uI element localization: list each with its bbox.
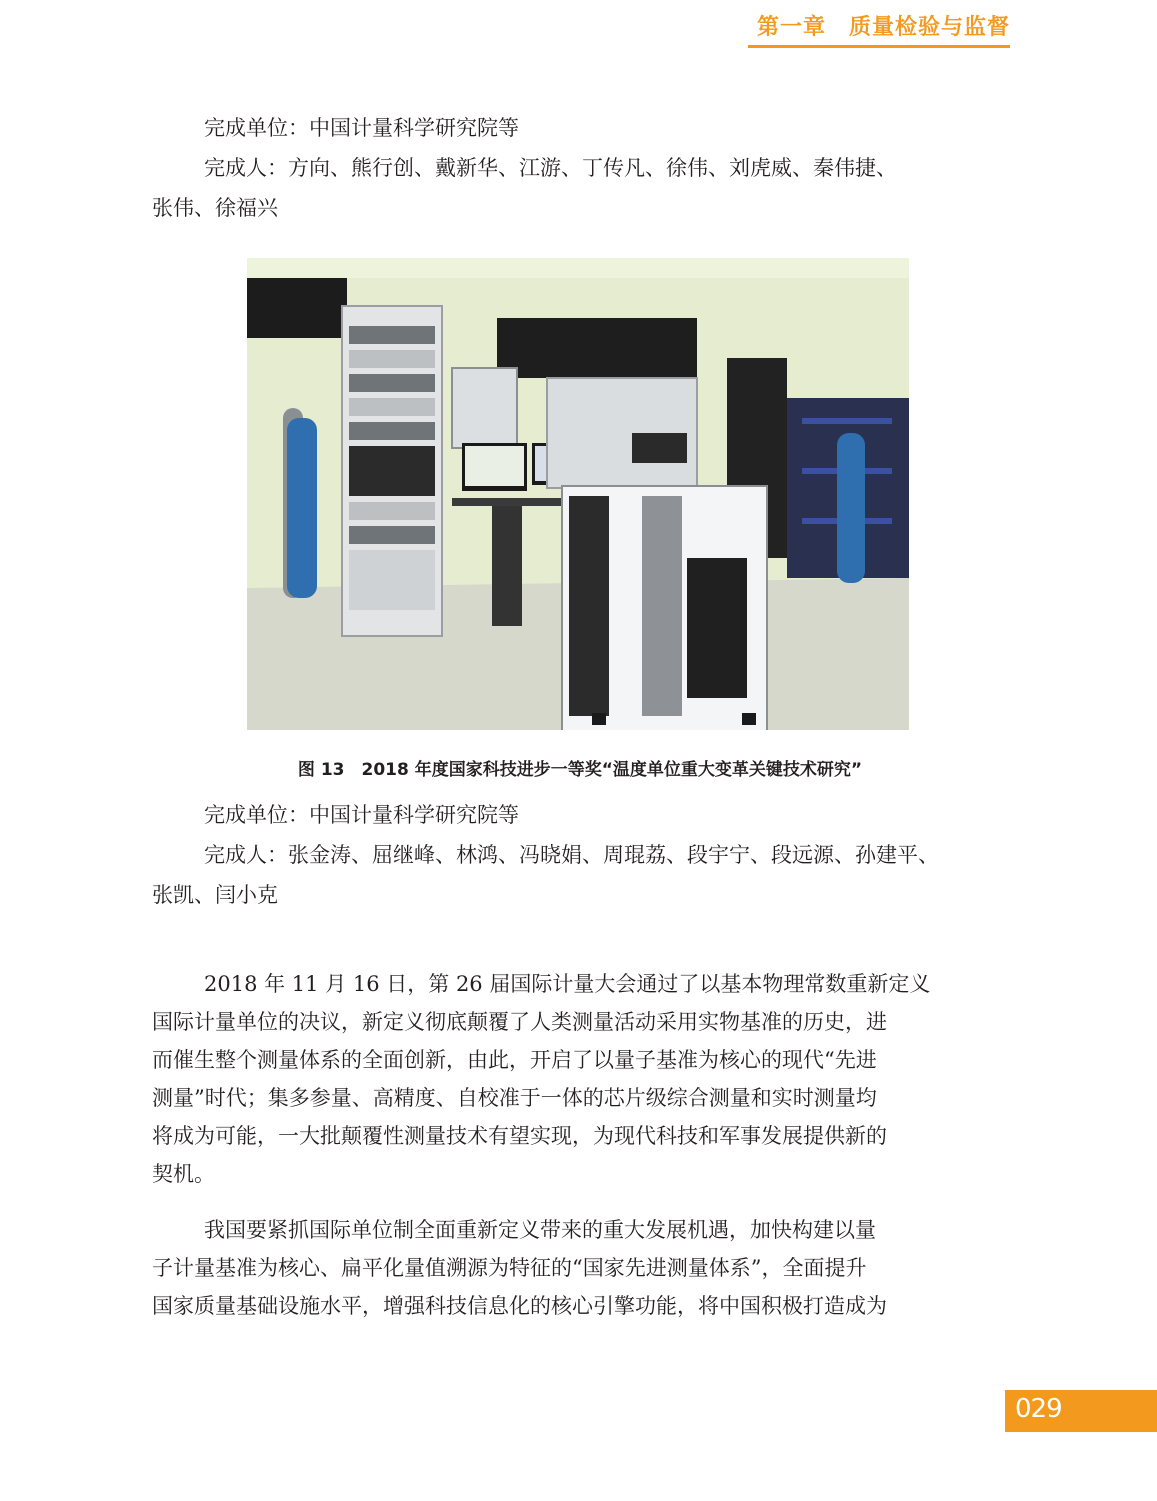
- paragraph-line: 2018 年 11 月 16 日，第 26 届国际计量大会通过了以基本物理常数重新定义: [204, 972, 931, 996]
- completion-info-2: [152, 797, 1008, 913]
- paragraph-line: 我国要紧抓国际单位制全面重新定义带来的重大发展机遇，加快构建以量: [204, 1218, 876, 1242]
- completion-info-1: [152, 110, 1008, 226]
- completion-people: 完成人：张金涛、屈继峰、林鸿、冯晓娟、周琨荔、段宇宁、段远源、孙建平、: [204, 843, 939, 867]
- chapter-underline: [748, 45, 1010, 48]
- paragraph-line: 国际计量单位的决议，新定义彻底颠覆了人类测量活动采用实物基准的历史，进: [152, 1010, 887, 1034]
- completion-people: 完成人：方向、熊行创、戴新华、江游、丁传凡、徐伟、刘虎威、秦伟捷、: [204, 156, 897, 180]
- page-number: 029: [1015, 1394, 1062, 1424]
- chapter-title: 第一章 质量检验与监督: [756, 15, 1010, 40]
- paragraph-line: 子计量基准为核心、扁平化量值溯源为特征的“国家先进测量体系”，全面提升: [152, 1256, 867, 1280]
- lab-equipment-photo: [247, 258, 909, 730]
- paragraph-line: 契机。: [152, 1162, 215, 1186]
- paragraph-line: 将成为可能，一大批颠覆性测量技术有望实现，为现代科技和军事发展提供新的: [152, 1124, 887, 1148]
- completion-people-cont: 张凯、闫小克: [152, 883, 278, 907]
- completion-unit: 完成单位：中国计量科学研究院等: [204, 116, 519, 140]
- completion-people-cont: 张伟、徐福兴: [152, 196, 278, 220]
- figure-caption: 图 13 2018 年度国家科技进步一等奖“温度单位重大变革关键技术研究”: [297, 760, 863, 780]
- chapter-header: [748, 8, 1010, 48]
- completion-unit: 完成单位：中国计量科学研究院等: [204, 803, 519, 827]
- body-paragraph-1: [152, 965, 1008, 1193]
- paragraph-line: 而催生整个测量体系的全面创新，由此，开启了以量子基准为核心的现代“先进: [152, 1048, 877, 1072]
- paragraph-line: 国家质量基础设施水平，增强科技信息化的核心引擎功能，将中国积极打造成为: [152, 1294, 887, 1318]
- page-number-tab: [1005, 1390, 1157, 1432]
- paragraph-line: 测量”时代；集多参量、高精度、自校准于一体的芯片级综合测量和实时测量均: [152, 1086, 877, 1110]
- body-paragraph-2: [152, 1211, 1008, 1325]
